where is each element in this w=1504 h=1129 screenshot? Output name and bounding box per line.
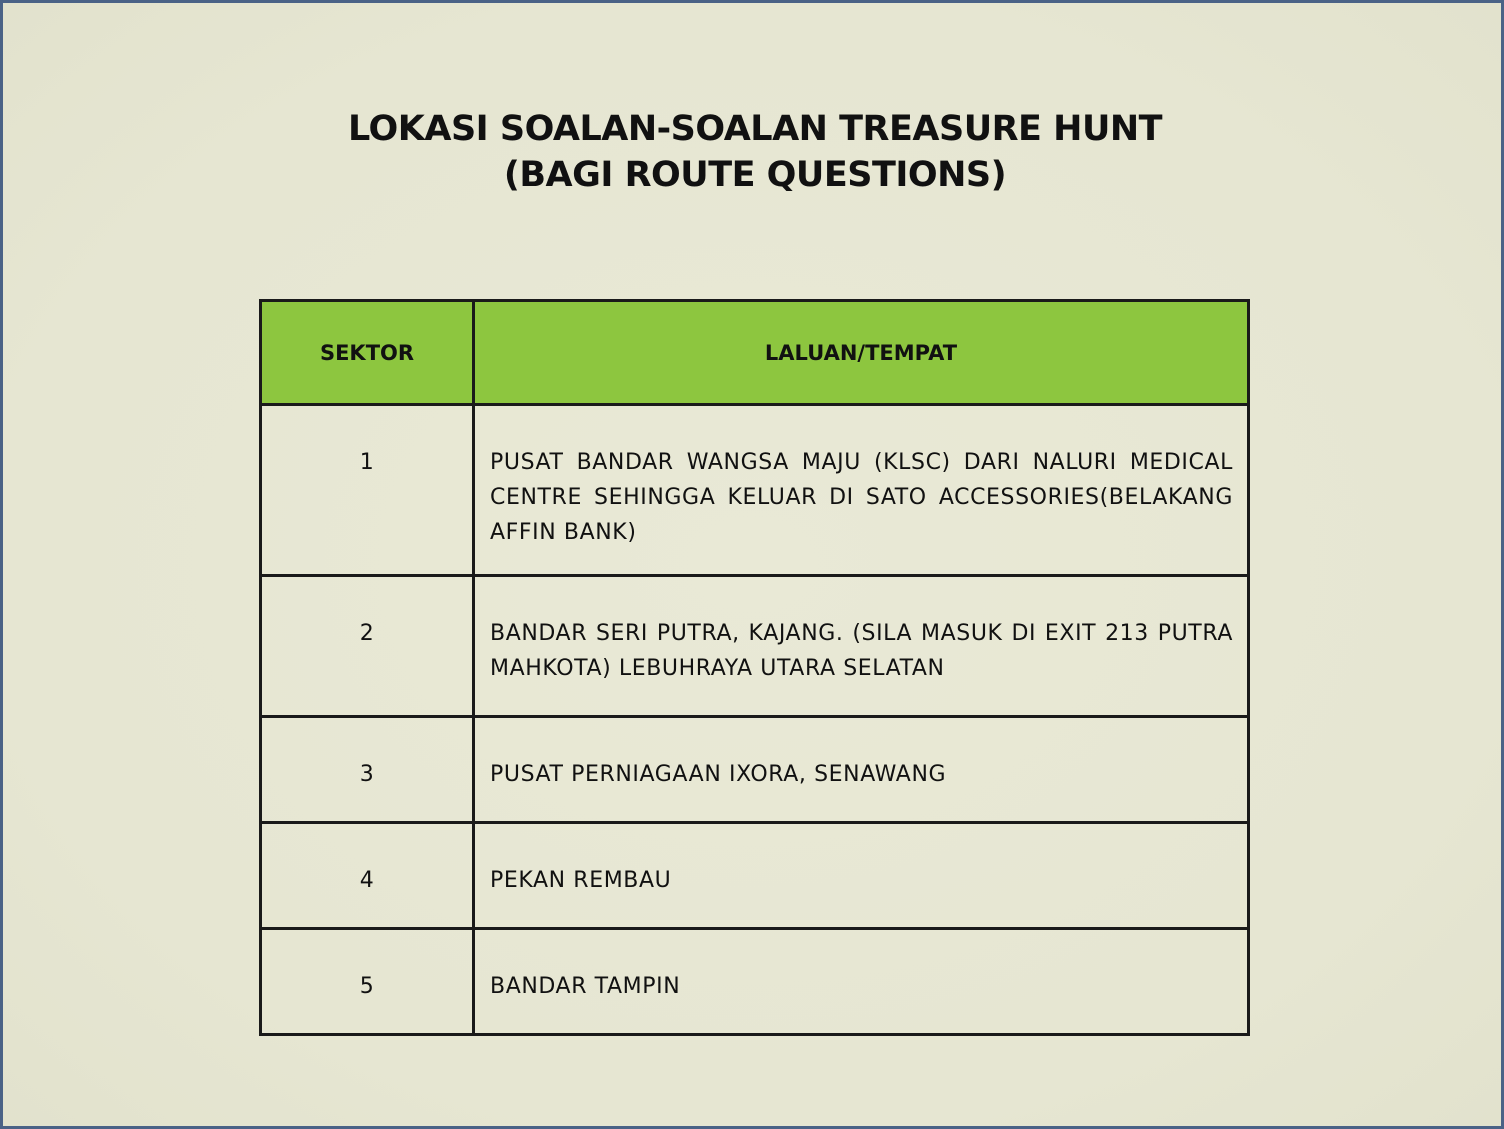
sektor-cell: 2 — [261, 576, 474, 717]
table-row — [261, 717, 1249, 823]
table-header-row — [261, 301, 1249, 405]
title-line-2: (BAGI ROUTE QUESTIONS) — [503, 155, 1007, 195]
page-title — [3, 106, 1504, 198]
laluan-cell: PEKAN REMBAU — [474, 823, 1249, 929]
laluan-cell: PUSAT BANDAR WANGSA MAJU (KLSC) DARI NALURI MEDICAL CENTRE SEHINGGA KELUAR DI SATO ACCESSORIES(BELAKANG AFFIN BANK) — [474, 405, 1249, 576]
laluan-cell: BANDAR TAMPIN — [474, 929, 1249, 1035]
sektor-cell: 4 — [261, 823, 474, 929]
sektor-cell: 5 — [261, 929, 474, 1035]
table-row — [261, 405, 1249, 576]
title-line-1: LOKASI SOALAN-SOALAN TREASURE HUNT — [347, 109, 1163, 149]
laluan-cell: BANDAR SERI PUTRA, KAJANG. (SILA MASUK DI EXIT 213 PUTRA MAHKOTA) LEBUHRAYA UTARA SELATAN — [474, 576, 1249, 717]
table-row — [261, 823, 1249, 929]
table-row — [261, 929, 1249, 1035]
laluan-cell: PUSAT PERNIAGAAN IXORA, SENAWANG — [474, 717, 1249, 823]
header-laluan-tempat: LALUAN/TEMPAT — [474, 301, 1249, 405]
sektor-cell: 1 — [261, 405, 474, 576]
route-table — [259, 299, 1250, 1036]
table-row — [261, 576, 1249, 717]
sektor-cell: 3 — [261, 717, 474, 823]
header-sektor: SEKTOR — [261, 301, 474, 405]
